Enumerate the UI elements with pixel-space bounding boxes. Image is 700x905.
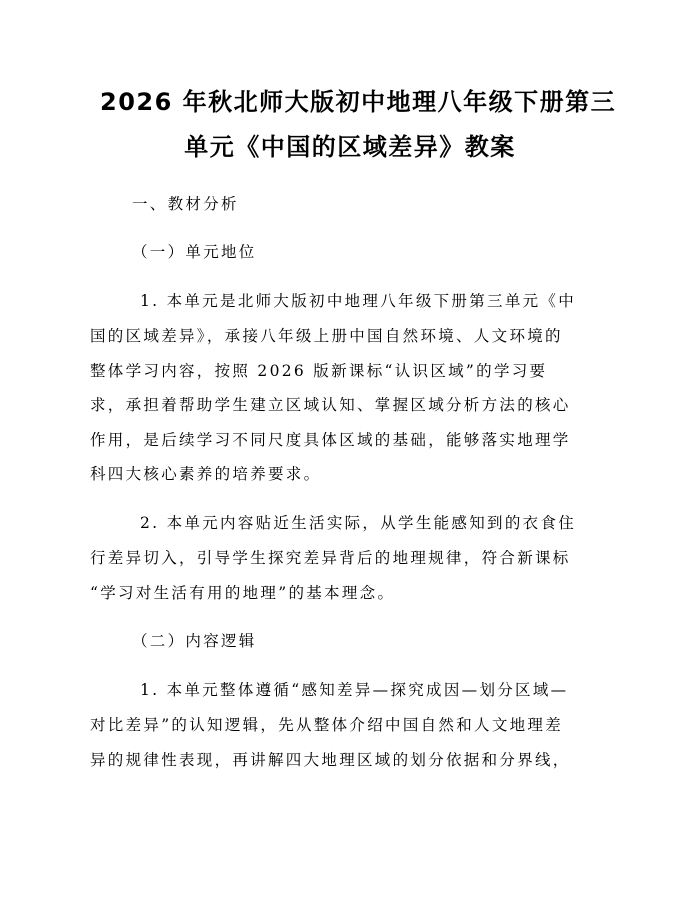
paragraph-line: 1. 本单元整体遵循“感知差异—探究成因—划分区域— xyxy=(140,681,569,699)
paragraph-line: 对比差异”的认知逻辑，先从整体介绍中国自然和人文地理差 xyxy=(90,716,564,734)
paragraph-line: 国的区域差异》，承接八年级上册中国自然环境、人文环境的 xyxy=(90,327,563,345)
subheading-unit-position: （一）单元地位 xyxy=(132,243,257,261)
paragraph-line: 科四大核心素养的培养要求。 xyxy=(90,465,322,483)
paragraph-line: 异的规律性表现，再讲解四大地理区域的划分依据和分界线， xyxy=(90,751,571,769)
subheading-content-logic: （二）内容逻辑 xyxy=(132,632,257,650)
section-heading-textbook-analysis: 一、教材分析 xyxy=(132,195,239,213)
document-title-line-1: 2026 年秋北师大版初中地理八年级下册第三 xyxy=(100,88,617,116)
paragraph-line: 1. 本单元是北师大版初中地理八年级下册第三单元《中 xyxy=(140,292,577,310)
paragraph-line: 求，承担着帮助学生建立区域认知、掌握区域分析方法的核心 xyxy=(90,396,571,414)
paragraph-line: 行差异切入，引导学生探究差异背后的地理规律，符合新课标 xyxy=(90,549,571,567)
document-title-line-2: 单元《中国的区域差异》教案 xyxy=(184,133,516,161)
paragraph-line: “学习对生活有用的地理”的基本理念。 xyxy=(90,584,396,602)
paragraph-line: 作用，是后续学习不同尺度具体区域的基础，能够落实地理学 xyxy=(90,431,571,449)
paragraph-line: 整体学习内容，按照 2026 版新课标“认识区域”的学习要 xyxy=(90,362,548,380)
paragraph-line: 2. 本单元内容贴近生活实际，从学生能感知到的衣食住 xyxy=(140,514,577,532)
